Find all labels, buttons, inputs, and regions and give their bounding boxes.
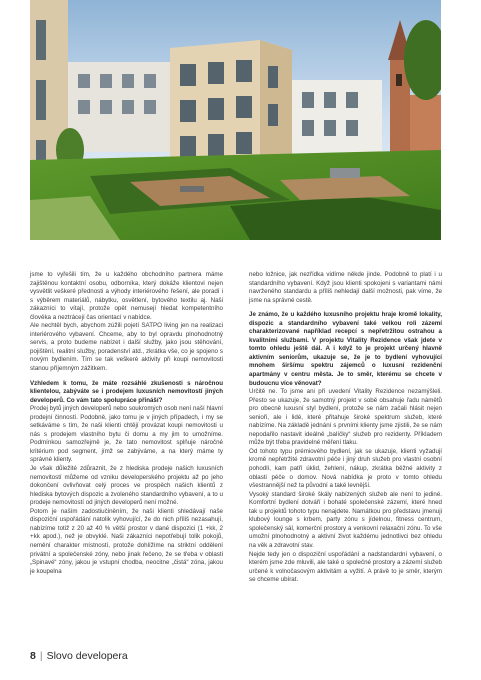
paragraph: Ale nechtěl bych, abychom zúžili pojetí SATPO living jen na realizaci interiérového vybavení. Chceme, aby to byl opravdu plnohodnotný servis, a proto budeme nabízet i další služby, jako jsou stěhování, pojištění, realitní služby, poradenství atd., zkrátka vše, co je spojeno s novým bydlením. Tím se tak veškeré aktivity při koupi nemovitosti stanou příjemným zážitkem. — [30, 322, 223, 373]
page-footer — [30, 650, 128, 662]
footer-separator: | — [39, 650, 43, 662]
paragraph: Určitě ne. To jsme ani při uvedení Vitality Rezidence nezamýšleli. Přesto se ukazuje, že samotný projekt v sobě obsahuje řadu námětů pro obecně luxusní styl bydlení, protože se nám začali hlásit nejen senioři, ale i lidé, které přitahuje široké spektrum služeb, které nabízíme. Na základě jednání s prvními klienty jsme zjistili, že se nám nepodařilo nastavit ideálně „balíčky“ služeb pro rezidenty. Příkladem může být třeba pravidelné měření tlaku. — [249, 388, 442, 447]
paragraph: Potom je naším zadostiučiněním, že naši klienti shledávají naše dispoziční uspořádání natolik vyhovující, že do nich příliš nezasahují, nabízíme totiž z 20 až 40 % větší prostor v dané dispozici (1 +kk, 2 +kk apod.), než je obvyklé. Naši zákazníci nepotřebují tolik pokojů, nemění charakter místností, protože dohlížíme na striktní oddělení privátní a společenské zóny, nebo jinak řečeno, že se třeba v oblasti „Spinavé“ zóny, jakou je vstupní chodba, neocitne „čistá“ zóna, jakou je koupelna — [30, 507, 223, 575]
page-number: 8 — [30, 650, 36, 662]
paragraph: jsme to vyřešili tím, že u každého obchodního partnera máme zajištěnou kontaktní osobu, odborníka, který dokáže klientovi nejen vysvětlit veškeré přednosti a výhody interiérového řešení, ale poradí i s výběrem materiálů, nábytku, osvětlení, bytového textilu aj. Naši zákazníci to vítají, protože opět nemusejí hledat kompetentního člověka a neztrácejí čas orientací v nabídce. — [30, 271, 223, 321]
left-column — [30, 271, 223, 576]
right-column — [249, 271, 442, 585]
paragraph: Od tohoto typu prémiového bydlení, jak se ukazuje, klienti vyžadují kromě nepřetržité zdravotní péče i jiný druh služeb pro vlastní osobní pohodlí, kam patří úklid, žehlení, nákup, zkrátka běžné aktivity z oblasti péče o domov. Nová nabídka je proto v tomto ohledu všestrannější než ta původní a také levnější. — [249, 447, 442, 490]
paragraph: Vysoký standard široké škály nabízených služeb ale není to jediné. Komfortní bydlení dotváří i bohaté společenské zázemí, které hned tak u projektů tohoto typu nenajdete. Namátkou pro představu jmenuji klubový lounge s krbem, party zónu s jídelnou, fitness centrum, společenský sál, komerční prostory a venkovní relaxační zónu. To vše umožní plnohodnotný a aktivní život každému jednotlivci bez ohledu na věk a zdravotní stav. — [249, 490, 442, 549]
magazine-name: Slovo developera — [46, 650, 128, 662]
interview-question: Je známo, že u každého luxusního projektu hraje kromě lokality, dispozic a standardního vybavení také velkou roli zázemí charakterizované například recepcí s nepřetržitou ostrahou a kvalitními službami. V projektu Vitality Rezidence však jdete v tomto ohledu ještě dál. A i když to je projekt určený hlavně aktivním seniorům, ukazuje se, že je to bydlení vyhovující mnohem širšímu spektru zájemců o luxusní rezidenční apartmány v centru města. Je to směr, kterému se chcete v budoucnu více věnovat? — [249, 311, 442, 387]
interview-question: Vzhledem k tomu, že máte rozsáhlé zkušenosti s náročnou klientelou, zabýváte se i prodejem luxusních nemovitostí jiných developerů. Co vám tato spolupráce přináší? — [30, 379, 223, 404]
paragraph: Nejde tedy jen o dispoziční uspořádání a nadstandardní vybavení, o kterém jsme zde mluvili, ale také o společné prostory a zázemí služeb určené k volnočasovým aktivitám a vyžití. A právě to je směr, kterým se chceme ubírat. — [249, 550, 442, 584]
paragraph: nebo ložnice, jak nezřídka vidíme někde jinde. Podobně to platí i u standardního vybavení. Když jsou klienti spokojeni s variantami námi navrženého standardu a příliš nehledají další možnosti, pak víme, že jsme na správné cestě. — [249, 271, 442, 304]
hero-architecture-rendering — [30, 0, 441, 240]
paragraph: Je však důležité zdůraznit, že z hlediska prodeje našich luxusních nemovitostí můžeme od vzniku developerského projektu až po jeho dokončení ovlivňovat celý proces ve prospěch našich klientů z hlediska bytových dispozic a zvoleného standardního vybavení, a to u prodeje nemovitostí od jiných developerů není možné. — [30, 465, 223, 507]
paragraph: Prodej bytů jiných developerů nebo soukromých osob není naší hlavní prodejní činností. Podobně, jako tomu je v jiných případech, i my se setkáváme s tím, že naši klienti chtějí provázat koupi nemovitosti u nás s prodejem vlastního bytu či domu a my jim to umožníme. Podmínkou samozřejmě je, že tato nemovitost splňuje náročné kritérium pod segment, jímž se zabýváme, a na který máme ty správné klienty. — [30, 405, 223, 464]
